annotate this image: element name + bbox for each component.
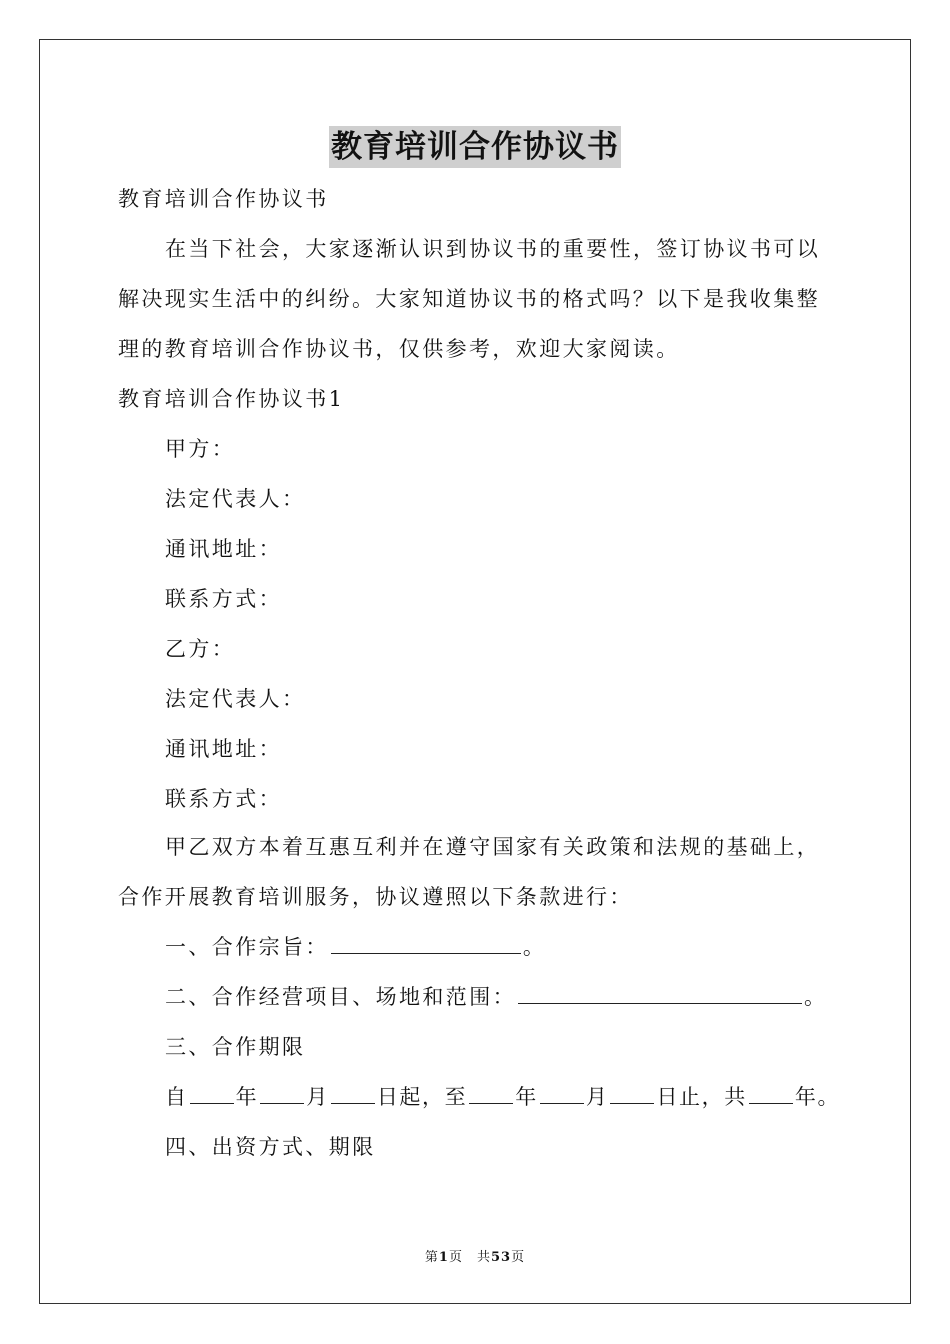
clause-2-label: 二、合作经营项目、场地和范围： bbox=[165, 985, 516, 1009]
term-from: 自 bbox=[165, 1085, 188, 1109]
document-title: 教育培训合作协议书 bbox=[329, 126, 621, 168]
term-day-end: 日止，共 bbox=[656, 1085, 747, 1109]
term-blank-day2 bbox=[610, 1085, 654, 1104]
party-a-rep-label: 法定代表人： bbox=[165, 487, 306, 511]
clause-2 bbox=[165, 982, 827, 1012]
footer-page-number: 1 bbox=[438, 1250, 449, 1265]
party-b-contact-label: 联系方式： bbox=[165, 787, 282, 811]
term-day-start: 日起，至 bbox=[376, 1085, 468, 1109]
clause-2-blank bbox=[518, 985, 802, 1004]
footer-page-suffix: 页 bbox=[448, 1250, 463, 1265]
clause-1-end: 。 bbox=[522, 935, 547, 959]
term-blank-month bbox=[260, 1085, 304, 1104]
clause-2-end: 。 bbox=[804, 985, 828, 1009]
term-year: 年 bbox=[235, 1085, 259, 1109]
party-a-address-label: 通讯地址： bbox=[165, 537, 282, 561]
clause-4: 四、出资方式、期限 bbox=[165, 1135, 376, 1159]
page-footer bbox=[0, 1246, 950, 1265]
term-blank-years bbox=[749, 1085, 793, 1104]
intro-line-1: 在当下社会，大家逐渐认识到协议书的重要性，签订协议书可以 bbox=[165, 237, 821, 261]
clause-1-label: 一、合作宗旨： bbox=[165, 935, 329, 959]
page-border bbox=[39, 39, 911, 1304]
clause-1 bbox=[165, 932, 546, 962]
footer-total-suffix: 页 bbox=[511, 1250, 526, 1265]
title-container bbox=[0, 126, 950, 168]
term-blank-year bbox=[190, 1085, 234, 1104]
party-a-contact-label: 联系方式： bbox=[165, 587, 282, 611]
term-blank-month2 bbox=[540, 1085, 584, 1104]
footer-page-prefix: 第 bbox=[424, 1250, 439, 1265]
party-b-label: 乙方： bbox=[165, 637, 236, 661]
footer-total-prefix: 共 bbox=[476, 1250, 491, 1265]
term-month: 月 bbox=[306, 1085, 329, 1109]
term-blank-day bbox=[331, 1085, 375, 1104]
term-years: 年。 bbox=[794, 1085, 841, 1109]
intro-line-3: 理的教育培训合作协议书，仅供参考，欢迎大家阅读。 bbox=[118, 337, 680, 361]
subtitle: 教育培训合作协议书 bbox=[118, 187, 329, 211]
clause-3: 三、合作期限 bbox=[165, 1035, 306, 1059]
footer-total-number: 53 bbox=[490, 1250, 512, 1265]
party-b-address-label: 通讯地址： bbox=[165, 737, 282, 761]
term-year2: 年 bbox=[515, 1085, 538, 1109]
clause-1-blank bbox=[331, 935, 521, 954]
term-line bbox=[165, 1082, 840, 1112]
term-blank-year2 bbox=[469, 1085, 513, 1104]
intro-line-2: 解决现实生活中的纠纷。大家知道协议书的格式吗？以下是我收集整 bbox=[118, 287, 820, 311]
party-a-label: 甲方： bbox=[165, 437, 236, 461]
preamble-line-2: 合作开展教育培训服务，协议遵照以下条款进行： bbox=[118, 885, 633, 909]
term-month2: 月 bbox=[585, 1085, 609, 1109]
party-b-rep-label: 法定代表人： bbox=[165, 687, 306, 711]
section-heading: 教育培训合作协议书1 bbox=[118, 387, 345, 411]
preamble-line-1: 甲乙双方本着互惠互利并在遵守国家有关政策和法规的基础上， bbox=[165, 835, 821, 859]
